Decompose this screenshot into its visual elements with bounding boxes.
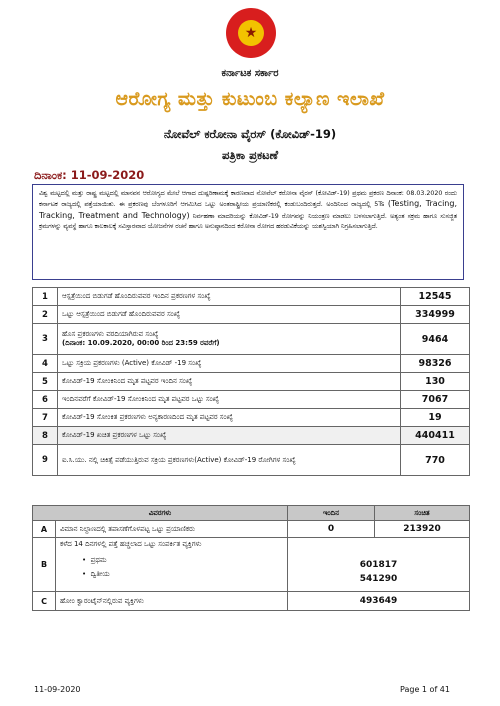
row-number: 7 xyxy=(33,409,58,427)
row-number: 9 xyxy=(33,445,58,476)
row-value: 334999 xyxy=(401,306,470,324)
row-label: ಕೋವಿಡ್-19 ಖಚಿತ ಪ್ರಕರಣಗಳ ಒಟ್ಟು ಸಂಖ್ಯೆ xyxy=(58,427,401,445)
stats-row xyxy=(33,373,470,391)
stats-row xyxy=(33,409,470,427)
row-letter: B xyxy=(33,538,56,592)
stats-row xyxy=(33,324,470,355)
row-number: 3 xyxy=(33,324,58,355)
row-today: 0 xyxy=(288,521,375,538)
government-name: ಕರ್ನಾಟಕ ಸರ್ಕಾರ xyxy=(221,68,279,79)
row-letter: C xyxy=(33,592,56,611)
row-total: 493649 xyxy=(288,592,470,611)
row-label: ಕೋವಿಡ್-19 ಸೋಂಕಿತ ಪ್ರಕರಣಗಳು ಅನ್ಯಕಾರಣದಿಂದ ಮೃತ ಪಟ್ಟವರ ಸಂಖ್ಯೆ xyxy=(58,409,401,427)
secondary-item xyxy=(60,570,283,579)
row-label: ವಿಮಾನ ನಿಲ್ದಾಣದಲ್ಲಿ ತಪಾಸಣೆಗೊಳಪಟ್ಟ ಒಟ್ಟು ಪ್ರಯಾಣಿಕರು xyxy=(56,521,288,538)
row-label: ಒಟ್ಟು ಸಕ್ರಿಯ ಪ್ರಕರಣಗಳು (Active) ಕೋವಿಡ್ -19 ಸಂಖ್ಯೆ xyxy=(58,355,401,373)
bulletin-subtitle: ನೋವೆಲ್ ಕರೋನಾ ವೈರಸ್ (ಕೋವಿಡ್-19) xyxy=(163,127,337,141)
row-label-date-range: (ದಿನಾಂಕ: 10.09.2020, 00:00 ರಿಂದ 23:59 ರವರೆಗೆ) xyxy=(62,339,220,347)
stats-row xyxy=(33,391,470,409)
details-header-row xyxy=(33,506,470,521)
bullet-icon: • xyxy=(82,570,87,578)
secondary-label: ದ್ವಿತೀಯ xyxy=(90,570,110,578)
row-value: 130 xyxy=(401,373,470,391)
bulletin-date: ದಿನಾಂಕ: 11-09-2020 xyxy=(34,168,145,182)
row-value: 12545 xyxy=(401,288,470,306)
stats-row xyxy=(33,445,470,476)
row-value: 98326 xyxy=(401,355,470,373)
row-label: ಆಸ್ಪತ್ರೆಯಿಂದ ಬಿಡುಗಡೆ ಹೊಂದಿರುವವರ ಇಂದಿನ ಪ್ರಕರಣಗಳ ಸಂಖ್ಯೆ xyxy=(58,288,401,306)
details-table xyxy=(32,505,470,611)
row-label: ಇಂದಿನವರೆಗೆ ಕೋವಿಡ್-19 ಸೋಂಕಿನಿಂದ ಮೃತ ಪಟ್ಟವರ ಒಟ್ಟು ಸಂಖ್ಯೆ xyxy=(58,391,401,409)
intro-text-1: ವಿಶ್ವ ಮಟ್ಟದಲ್ಲಿ ಮತ್ತು ರಾಷ್ಟ್ರ ಮಟ್ಟದಲ್ಲಿ ಮಾನವನ ಆರೋಗ್ಯದ ಮೇಲೆ ಆಗಾದ ದುಷ್ಪರಿಣಾಮಕ್ಕೆ ಕಾರಣವಾದ ನೋವೆಲ್ ಕರೋನಾ ವೈರಸ್ (ಕೋವಿಡ್-19) ಪ್ರಥಮ ಪ್ರಕರಣ ದಿನಾಂಕ: 08.03.2020 ರಂದು ಕರ್ನಾಟಕ ರಾಜ್ಯದಲ್ಲಿ ಪತ್ತೆಯಾಯಿತು. ಈ ಪ್ರಕರಣವು ಬೆಂಗಳೂರಿಗೆ ಆಗಮಿಸಿದ ಒಟ್ಟು ಅಂತರಾಷ್ಟ್ರೀಯ ಪ್ರಯಾಣಿಕರಲ್ಲಿ ಕಂಡುಬಂದಿರುತ್ತದೆ. ಅಂದಿನಿಂದ ರಾಜ್ಯದಲ್ಲಿ 5Ts xyxy=(39,190,457,209)
row-label: ಕೋವಿಡ್-19 ಸೋಂಕಿನಿಂದ ಮೃತ ಪಟ್ಟವರ ಇಂದಿನ ಸಂಖ್ಯೆ xyxy=(58,373,401,391)
row-number: 8 xyxy=(33,427,58,445)
row-number: 1 xyxy=(33,288,58,306)
primary-item xyxy=(60,556,283,565)
row-value: 770 xyxy=(401,445,470,476)
row-value: 7067 xyxy=(401,391,470,409)
row-total: 213920 xyxy=(375,521,470,538)
row-number: 5 xyxy=(33,373,58,391)
header-details: ವಿವರಗಳು xyxy=(33,506,288,521)
intro-text-3: ನಿರ್ವಹಣಾ ಮಾದರಿಯನ್ನು ಕೋವಿಡ್-19 ರೋಗವನ್ನು ನಿಯಂತ್ರಣ ಮಾಡಲು ಬಳಸಲಾಗುತ್ತಿದೆ. ಅತ್ಯಂತ ಸಕ್ರಮ ಹಾಗೂ ಸುಸಜ್ಜಿತ ಕ್ರಮಗಳನ್ನು ವ್ಯವಸ್ಥೆ ಹಾಗೂ ಕಾಲಕಾಲಕ್ಕೆ ಸವಿಸ್ತಾರವಾದ ಯೋಜನೆಗಳ ರಚನೆ ಹಾಗೂ ಅನುಷ್ಠಾನದಿಂದ ಕರೋನಾ ರೋಗದ ಹರಡುವಿಕೆಯನ್ನು ಯಶಸ್ವಿಯಾಗಿ ನಿಗ್ರಹಿಸಲಾಗುತ್ತಿದೆ. xyxy=(39,212,457,230)
header-cumulative: ಸಂಚಿತ xyxy=(375,506,470,521)
row-label: ಐ.ಸಿ.ಯು. ನಲ್ಲಿ ಚಿಕಿತ್ಸೆ ಪಡೆಯುತ್ತಿರುವ ಸಕ್ರಿಯ ಪ್ರಕರಣಗಳು(Active) ಕೋವಿಡ್-19 ರೋಗಿಗಳ ಸಂಖ್ಯೆ xyxy=(58,445,401,476)
row-value: 19 xyxy=(401,409,470,427)
row-value: 9464 xyxy=(401,324,470,355)
details-row-c xyxy=(33,592,470,611)
row-number: 2 xyxy=(33,306,58,324)
row-letter: A xyxy=(33,521,56,538)
stats-table xyxy=(32,287,470,476)
primary-value: 601817 xyxy=(359,559,398,570)
row-label: ಹೋಂ ಕ್ವಾರಂಟೈನ್‌ನಲ್ಲಿರುವ ವ್ಯಕ್ತಿಗಳು xyxy=(56,592,288,611)
row-number: 4 xyxy=(33,355,58,373)
header-today: ಇಂದಿನ xyxy=(288,506,375,521)
stats-row xyxy=(33,288,470,306)
details-row-b xyxy=(33,538,470,592)
stats-row xyxy=(33,355,470,373)
secondary-value: 541290 xyxy=(359,573,398,584)
emblem-lion-icon: ★ xyxy=(238,20,264,46)
intro-paragraph xyxy=(32,184,464,280)
row-label-main: ಹೊಸ ಪ್ರಕರಣಗಳು ವರದಿಯಾಗಿರುವ ಸಂಖ್ಯೆ xyxy=(62,330,159,338)
row-label xyxy=(56,538,288,592)
bulletin-title: ಪತ್ರಿಕಾ ಪ್ರಕಟಣೆ xyxy=(221,148,279,162)
stats-row xyxy=(33,306,470,324)
details-row-a xyxy=(33,521,470,538)
row-label xyxy=(58,324,401,355)
row-contacts-values xyxy=(288,538,470,592)
row-label-main: ಕಳೆದ 14 ದಿನಗಳಲ್ಲಿ ಪತ್ತೆ ಹಚ್ಚಲಾದ ಒಟ್ಟು ಸಂಪರ್ಕಿತ ವ್ಯಕ್ತಿಗಳು xyxy=(60,540,202,548)
row-label: ಒಟ್ಟು ಆಸ್ಪತ್ರೆಯಿಂದ ಬಿಡುಗಡೆ ಹೊಂದಿರುವವರ ಸಂಖ್ಯೆ xyxy=(58,306,401,324)
intro-text-2: (Testing, Tracing, Tracking, Treatment and Technology) xyxy=(39,199,458,220)
department-title: ಆರೋಗ್ಯ ಮತ್ತು ಕುಟುಂಬ ಕಲ್ಯಾಣ ಇಲಾಖೆ xyxy=(115,88,385,110)
footer-date: 11-09-2020 xyxy=(34,685,81,694)
stats-row xyxy=(33,427,470,445)
government-emblem xyxy=(226,8,276,58)
row-number: 6 xyxy=(33,391,58,409)
bullet-icon: • xyxy=(82,556,87,564)
row-value: 440411 xyxy=(401,427,470,445)
page-number: Page 1 of 41 xyxy=(400,685,450,694)
primary-label: ಪ್ರಥಮ xyxy=(90,556,107,564)
